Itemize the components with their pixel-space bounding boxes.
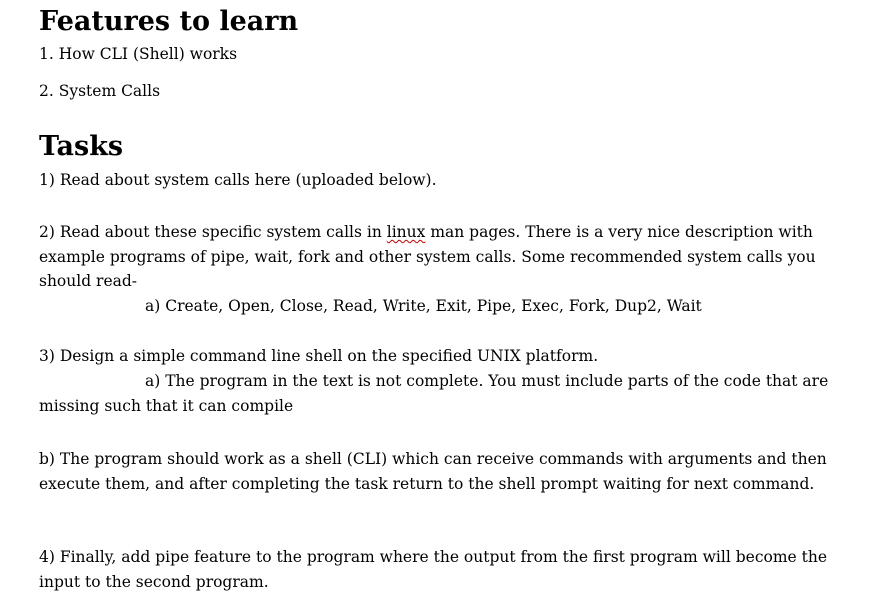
features-heading: Features to learn — [39, 6, 299, 37]
task-3: 3) Design a simple command line shell on the specified UNIX platform. — [39, 347, 599, 365]
task-2-text-after: man pages. There is a very nice description with example programs of pipe, wait, fork and other system calls. Some recommended system calls you should read- — [39, 223, 816, 290]
task-3-sub-b: b) The program should work as a shell (CLI) which can receive commands with arguments and then execute them, and after completing the task return to the shell prompt waiting for next command. — [39, 450, 827, 493]
task-2-sub-a: a) Create, Open, Close, Read, Write, Exit, Pipe, Exec, Fork, Dup2, Wait — [145, 297, 702, 315]
task-4: 4) Finally, add pipe feature to the program where the output from the first program will become the input to the second program. — [39, 548, 828, 591]
feature-item-system-calls: 2. System Calls — [39, 82, 161, 100]
task-2 — [39, 220, 859, 294]
tasks-heading: Tasks — [39, 131, 124, 162]
task-3-sub-a: a) The program in the text is not complete. You must include parts of the code that are missing such that it can compile — [39, 372, 829, 415]
feature-item-cli: 1. How CLI (Shell) works — [39, 45, 238, 63]
spellcheck-flagged-word[interactable]: linux — [386, 223, 426, 241]
task-2-text-before: 2) Read about these specific system calls in — [39, 223, 387, 241]
task-1: 1) Read about system calls here (uploaded below). — [39, 171, 437, 189]
